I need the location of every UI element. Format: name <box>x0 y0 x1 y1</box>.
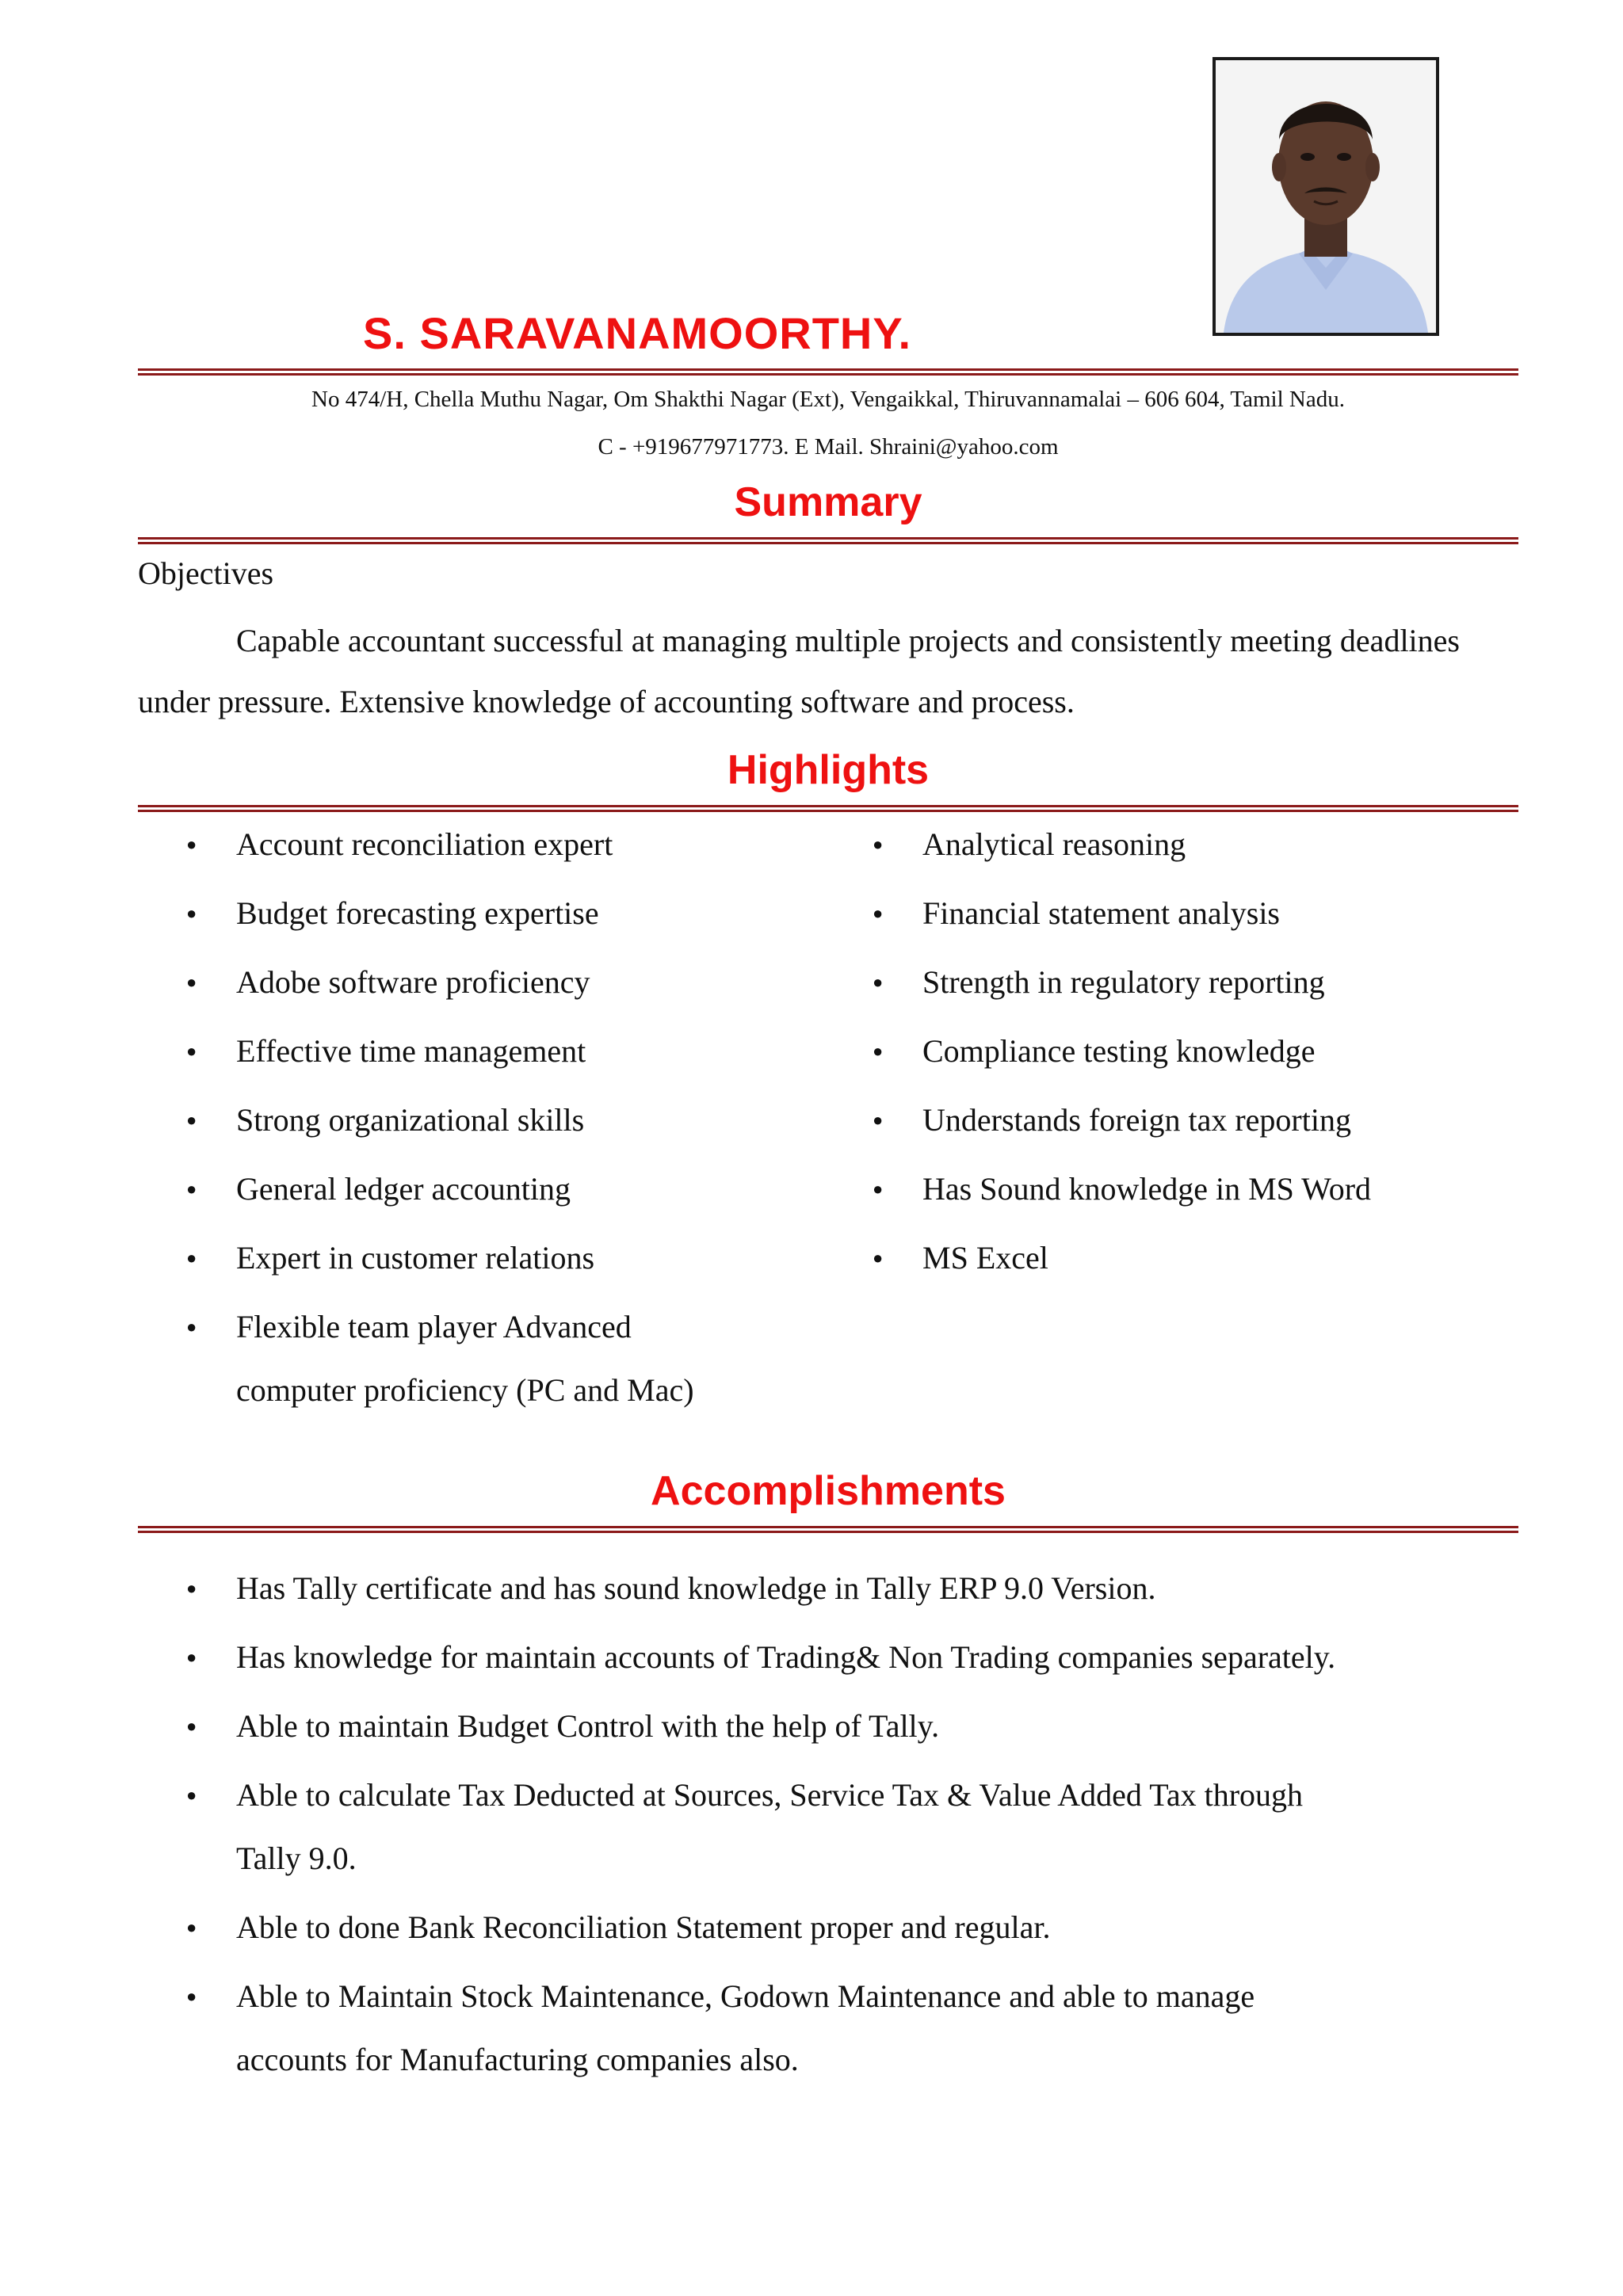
list-item: ● Compliance testing knowledge <box>824 1020 1506 1083</box>
list-item: ● Adobe software proficiency <box>138 951 819 1014</box>
list-item: ● Financial statement analysis <box>824 882 1506 945</box>
list-item: ● Account reconciliation expert <box>138 813 819 876</box>
list-item-line: ● Able to Maintain Stock Maintenance, Godown Maintenance and able to manage <box>236 1978 1255 2014</box>
list-item: ● Has Sound knowledge in MS Word <box>824 1158 1506 1221</box>
list-item-line: accounts for Manufacturing companies also. <box>236 2042 799 2077</box>
list-item-line: computer proficiency (PC and Mac) <box>236 1372 694 1408</box>
objectives-label: Objectives <box>138 555 274 591</box>
candidate-name: S. SARAVANAMOORTHY. <box>363 308 912 358</box>
list-item: ● Able to done Bank Reconciliation Statement proper and regular. <box>138 1896 1518 1959</box>
objective-text: Capable accountant successful at managing multiple projects and consistently meeting deadlines under pressure. Extensive knowledge of accounting software and process. <box>138 623 1460 719</box>
contact-line: C - +919677971773. E Mail. Shraini@yahoo.com <box>598 434 1059 460</box>
list-item: ● Expert in customer relations <box>138 1226 819 1290</box>
highlights-heading: Highlights <box>727 747 930 793</box>
list-item <box>138 1295 819 1422</box>
highlights-rule <box>138 805 1518 812</box>
list-item-line: Tally 9.0. <box>236 1840 357 1876</box>
accomplishments-list <box>138 1557 1518 2097</box>
list-item: ● Has knowledge for maintain accounts of Trading& Non Trading companies separately. <box>138 1626 1518 1689</box>
list-item: ● Able to maintain Budget Control with the help of Tally. <box>138 1695 1518 1758</box>
accomplishments-heading: Accomplishments <box>651 1468 1006 1514</box>
list-item: ● Budget forecasting expertise <box>138 882 819 945</box>
list-item: ● Strong organizational skills <box>138 1089 819 1152</box>
list-item: ● Strength in regulatory reporting <box>824 951 1506 1014</box>
highlights-right-list <box>824 813 1506 1295</box>
highlights-left-list <box>138 813 819 1428</box>
header-rule <box>138 368 1518 376</box>
list-item: ● General ledger accounting <box>138 1158 819 1221</box>
list-item: ● Analytical reasoning <box>824 813 1506 876</box>
list-item: ● Has Tally certificate and has sound knowledge in Tally ERP 9.0 Version. <box>138 1557 1518 1620</box>
list-item-line: ● Able to calculate Tax Deducted at Sources, Service Tax & Value Added Tax through <box>236 1777 1304 1813</box>
profile-photo-image <box>1216 60 1436 333</box>
list-item: ● MS Excel <box>824 1226 1506 1290</box>
list-item <box>138 1965 1518 2092</box>
summary-rule <box>138 537 1518 544</box>
profile-photo <box>1212 57 1439 336</box>
accomplishments-rule <box>138 1526 1518 1533</box>
list-item: ● Understands foreign tax reporting <box>824 1089 1506 1152</box>
list-item-line: ● Flexible team player Advanced <box>236 1309 632 1344</box>
list-item: ● Effective time management <box>138 1020 819 1083</box>
address-line: No 474/H, Chella Muthu Nagar, Om Shakthi Nagar (Ext), Vengaikkal, Thiruvannamalai – 606 604, Tamil Nadu. <box>311 387 1345 412</box>
list-item <box>138 1764 1518 1890</box>
summary-heading: Summary <box>734 479 922 525</box>
